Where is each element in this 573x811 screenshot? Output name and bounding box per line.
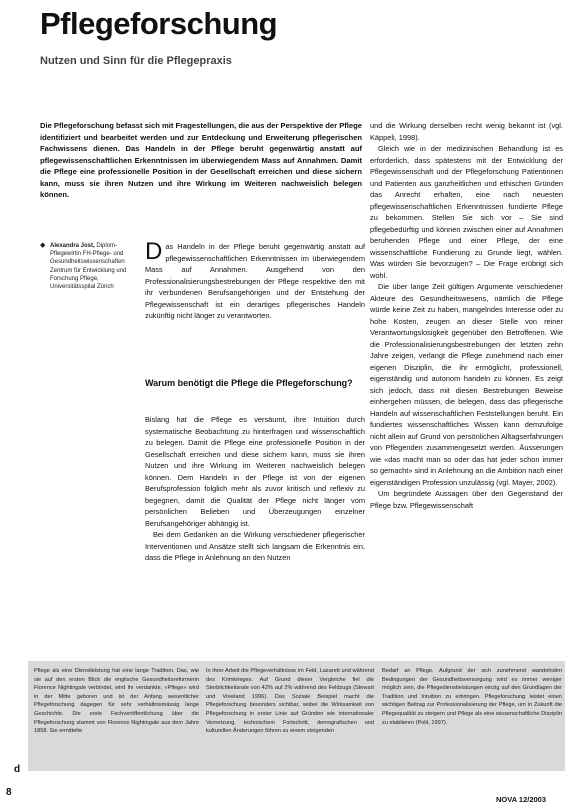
info-box-column-2: In ihrer Arbeit die Pflegeverhältnisse im Feld, Lazarett und während des Krimkrieges. Auf Grund dieser Vergleiche fiel die Sterblichkeitsrate von 42% auf 2% während des Feldzugs (Stewart und Vreeland 1996). Das Soziale Beispiel macht die Pflegeforschung besonders sichtbar, wobei die Wirksamkeit von Pflegeforschung in erster Linie auf Gründen wie internationaler Vernetzung, technischem Fortschritt, demografischen und kulturellen Änderungen führen zu einem steigenden: [206, 668, 374, 735]
journal-footer: NOVA 12/2003: [496, 795, 547, 804]
paragraph: und die Wirkung derselben recht wenig bekannt ist (vgl. Käppeli, 1998).: [370, 121, 563, 142]
drop-cap: D: [145, 238, 163, 265]
intro-paragraph: [145, 238, 365, 322]
column-three-body: [370, 120, 563, 511]
author-box: [40, 242, 138, 291]
paragraph: Bislang hat die Pflege es versäumt, ihre Intuition durch systematische Beobachtung zu hinterfragen und wissenschaftlich zu belegen. Damit die Pflege eine professionelle Position in der Gesellschaft erreichen und diese sichern kann, muss sie ihren Nutzen und ihre Wirkung im Weiteren nachweislich belegen können. Dem Handeln in der Pflege ist von der eigenen Berufsprofession folglich mehr als zuvor kritisch und reflexiv zu begegnen, damit die Qualität der Pflege nicht länger vom persönlichen Belieben und Überzeugungen einzelner Berufsangehöriger abhängig ist.: [145, 415, 365, 528]
article-lead: Die Pflegeforschung befasst sich mit Fragestellungen, die aus der Perspektive der Pflege identifiziert und bearbeitet werden und zur Entdeckung und Erweiterung pflegerischen Fachwissens dienen. Das Handeln in der Pflege beruht gegenwärtig anstatt auf pflegewissenschaftlichen Erkenntnissen im überwiegendem Mass auf Annahmen. Damit die Pflege eine professionelle Position in der Gesellschaft erreichen und diese sichern kann, muss sie ihren Nutzen und ihre Wirkung im Weiteren nachweislich belegen können.: [40, 121, 362, 199]
info-box-column-1: Pflege als eine Dienstleistung hat eine lange Tradition. Das, wie sie auf den ersten Blick die englische Gesundheitsreformerin Florence Nightingale verbindet, wird ihr verdankte, «Pflege» wird in der Mitte geboren und ist der Anfang wesentlicher Pflegeforschung dagegen für sehr verhältnismässig lange Geschichte. Die erste Fachveröffentlichung über die Pflegeforschung stammt von Florence Nightingale aus dem Jahre 1858. Sie ermittelte: [34, 668, 199, 735]
section-heading: Warum benötigt die Pflege die Pflegeforschung?: [145, 378, 353, 388]
column-two-body: [145, 414, 365, 564]
intro-text: as Handeln in der Pflege beruht gegenwärtig anstatt auf pflegewissenschaftlichen Erkenntnissen im überwiegendem Mass auf Annahmen. Ausgehend von den Professionalisierungsbestrebungen der Pflege respektive den mit ihr verbundenen Berufsangehörigen und der Entstehung der Pflegewissenschaft ist ein derartiges pflegerisches Handeln zukünftig nicht länger zu verantworten.: [145, 242, 365, 320]
author-name: Alexandra Jost,: [50, 243, 95, 249]
paragraph: Die über lange Zeit gültigen Argumente verschiedener Akteure des Gesundheitswesens, nämlich die Pflege würde keine Zeit zu haben, mangelndes Interesse oder zu hohe Kosten, zeugen an dieser Stelle von reiner Verantwortungslosigkeit gegenüber den Betroffenen. Wie die Professionalisierungsbestrebungen der letzten zehn Jahre zeigen, verlangt die Pflege zunehmend nach einer eigenen Disziplin, die ihr ermöglicht, professionell, eigenständig und autonom handeln zu können. Es zeigt sich jedoch, dass mit diesen Bestrebungen Beweise einhergehen müssen, die belegen, dass das pflegerische Handeln auf wissenschaftlichen Feststellungen beruht. Ein fundiertes wissenschaftliches Wissen kann demzufolge nicht allein auf Grund von persönlichen Alltagserfahrungen von Pflegenden zusammengesetzt werden. Äusserungen wie «das macht man so oder das hat jeder schon immer so gemacht» sind in Anlehnung an die Ambition nach einer eigenständigen Profession unzulässig (vgl. Mayer, 2002).: [370, 282, 563, 487]
author-description: Diplom-Pflegewirtin FH-Pflege- und Gesundheitswissenschaften Zentrum für Entwicklung und Forschung Pflege, Universitätsspital Zürich: [50, 243, 127, 291]
article-subtitle: Nutzen und Sinn für die Pflegepraxis: [40, 55, 232, 67]
paragraph: Um begründete Aussagen über den Gegenstand der Pflege bzw. Pflegewissenschaft: [370, 489, 563, 510]
info-box-column-3: Bedarf an Pflege. Aufgrund der sich zunehmend wandelnden Bedingungen der Gesundheitsversorgung wird es immer weniger möglich sein, die Pflegedienstleistungen einzig auf den Grundlagen der Tradition und Intuition zu erbringen. Pflegeforschung leistet einen wichtigen Beitrag zur Professionalisierung der Pflege, um in Zukunft die Pflegequalität zu steigern und Pflege als eine wissenschaftliche Disziplin zu etablieren (Polit, 1997).: [382, 668, 562, 726]
paragraph: Gleich wie in der medizinischen Behandlung ist es erforderlich, dass spätestens mit der Entwicklung der Pflegewissenschaft und der Pflegeforschung Patientinnen und Patienten aus ganzheitlichen und ethischen Gründen das Anrecht erhalten, eine nach neuesten pflegewissenschaftlichen Erkenntnissen fundierte Pflege zu bekommen. Stellen Sie sich vor – Sie sind pflegebedürftig und können zwischen einer auf Annahmen beruhenden Pflege und einer Pflege, der eine wissenschaftliche Fundierung zu Grunde liegt, wählen. Was würden Sie bevorzugen? – Die Frage erübrigt sich wohl.: [370, 144, 563, 280]
page-number: 8: [6, 787, 12, 798]
article-title: Pflegeforschung: [40, 6, 278, 41]
paragraph: Bei dem Gedanken an die Wirkung verschiedener pflegerischer Interventionen und Ansätze stellt sich langsam die Erkenntnis ein, dass die Pflege in Anlehnung an den Nutzen: [145, 530, 365, 562]
margin-mark: d: [14, 764, 21, 775]
diamond-bullet-icon: ◆: [40, 242, 46, 249]
